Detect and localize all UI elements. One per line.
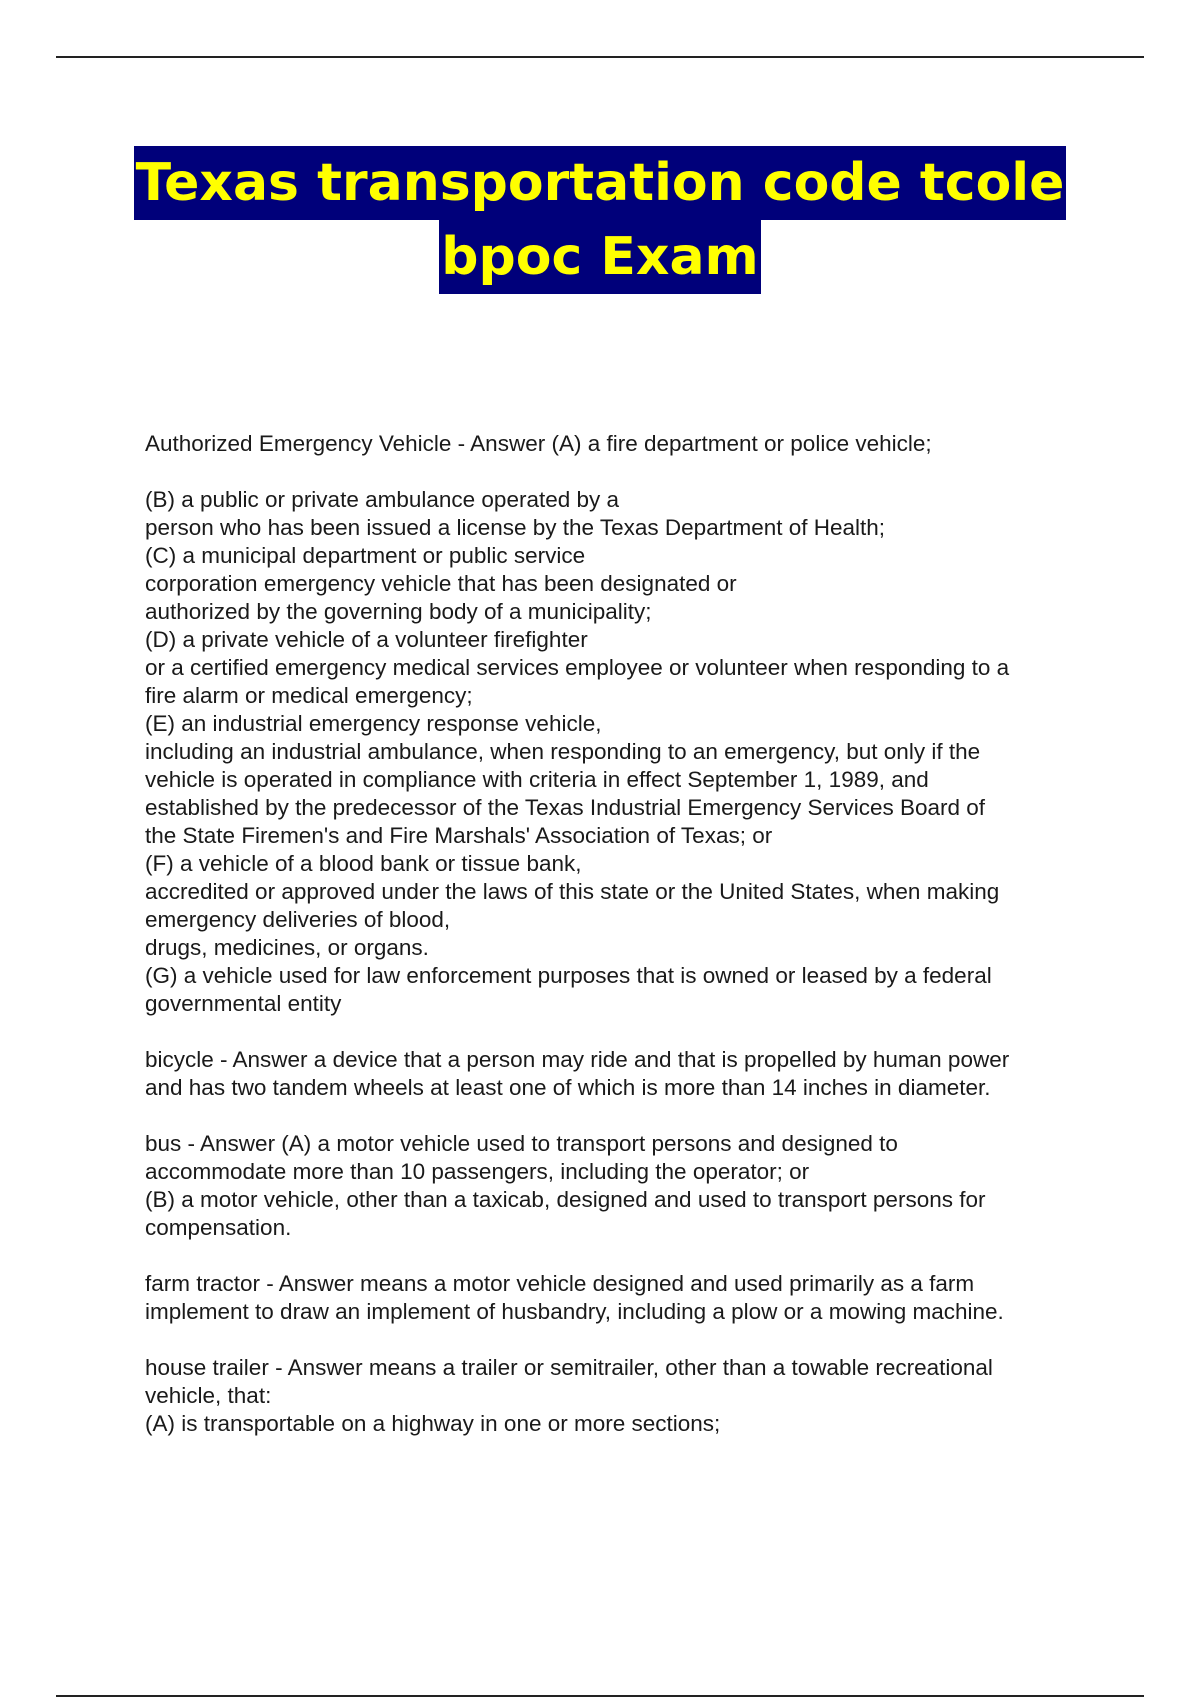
definition-entry xyxy=(145,1270,1085,1326)
text-line: (G) a vehicle used for law enforcement purposes that is owned or leased by a federal xyxy=(145,963,992,988)
text-line: (C) a municipal department or public service xyxy=(145,543,586,568)
document-title xyxy=(0,146,1200,294)
text-line: house trailer - Answer means a trailer or semitrailer, other than a towable recreational xyxy=(145,1355,993,1380)
text-line: bus - Answer (A) a motor vehicle used to transport persons and designed to xyxy=(145,1131,898,1156)
definition-entry xyxy=(145,1130,1085,1242)
definition-entry xyxy=(145,1046,1085,1102)
text-line: accredited or approved under the laws of this state or the United States, when making xyxy=(145,879,1000,904)
text-line: (B) a motor vehicle, other than a taxicab, designed and used to transport persons for xyxy=(145,1187,986,1212)
text-line: Authorized Emergency Vehicle - Answer (A) a fire department or police vehicle; xyxy=(145,431,932,456)
text-line: compensation. xyxy=(145,1215,292,1240)
text-line: bicycle - Answer a device that a person may ride and that is propelled by human power xyxy=(145,1047,1010,1072)
title-line-1: Texas transportation code tcole xyxy=(134,146,1067,220)
definition-entry xyxy=(145,430,1085,458)
definition-entry xyxy=(145,486,1085,1018)
text-line: the State Firemen's and Fire Marshals' Association of Texas; or xyxy=(145,823,773,848)
text-line: or a certified emergency medical services employee or volunteer when responding to a xyxy=(145,655,1010,680)
text-line: person who has been issued a license by the Texas Department of Health; xyxy=(145,515,886,540)
text-line: corporation emergency vehicle that has been designated or xyxy=(145,571,737,596)
text-line: fire alarm or medical emergency; xyxy=(145,683,473,708)
text-line: accommodate more than 10 passengers, including the operator; or xyxy=(145,1159,810,1184)
text-line: including an industrial ambulance, when responding to an emergency, but only if the xyxy=(145,739,981,764)
definition-entry xyxy=(145,1354,1085,1438)
text-line: drugs, medicines, or organs. xyxy=(145,935,429,960)
text-line: (E) an industrial emergency response vehicle, xyxy=(145,711,602,736)
text-line: established by the predecessor of the Texas Industrial Emergency Services Board of xyxy=(145,795,986,820)
text-line: (F) a vehicle of a blood bank or tissue bank, xyxy=(145,851,582,876)
text-line: (A) is transportable on a highway in one or more sections; xyxy=(145,1411,721,1436)
text-line: and has two tandem wheels at least one of which is more than 14 inches in diameter. xyxy=(145,1075,991,1100)
title-line-2: bpoc Exam xyxy=(439,220,760,294)
text-line: (D) a private vehicle of a volunteer firefighter xyxy=(145,627,588,652)
top-rule xyxy=(56,56,1144,58)
text-line: authorized by the governing body of a municipality; xyxy=(145,599,652,624)
document-body xyxy=(145,430,1085,1438)
text-line: emergency deliveries of blood, xyxy=(145,907,451,932)
text-line: vehicle is operated in compliance with criteria in effect September 1, 1989, and xyxy=(145,767,929,792)
text-line: implement to draw an implement of husbandry, including a plow or a mowing machine. xyxy=(145,1299,1004,1324)
text-line: (B) a public or private ambulance operated by a xyxy=(145,487,620,512)
text-line: farm tractor - Answer means a motor vehicle designed and used primarily as a farm xyxy=(145,1271,975,1296)
bottom-rule xyxy=(56,1695,1144,1697)
text-line: vehicle, that: xyxy=(145,1383,272,1408)
text-line: governmental entity xyxy=(145,991,342,1016)
